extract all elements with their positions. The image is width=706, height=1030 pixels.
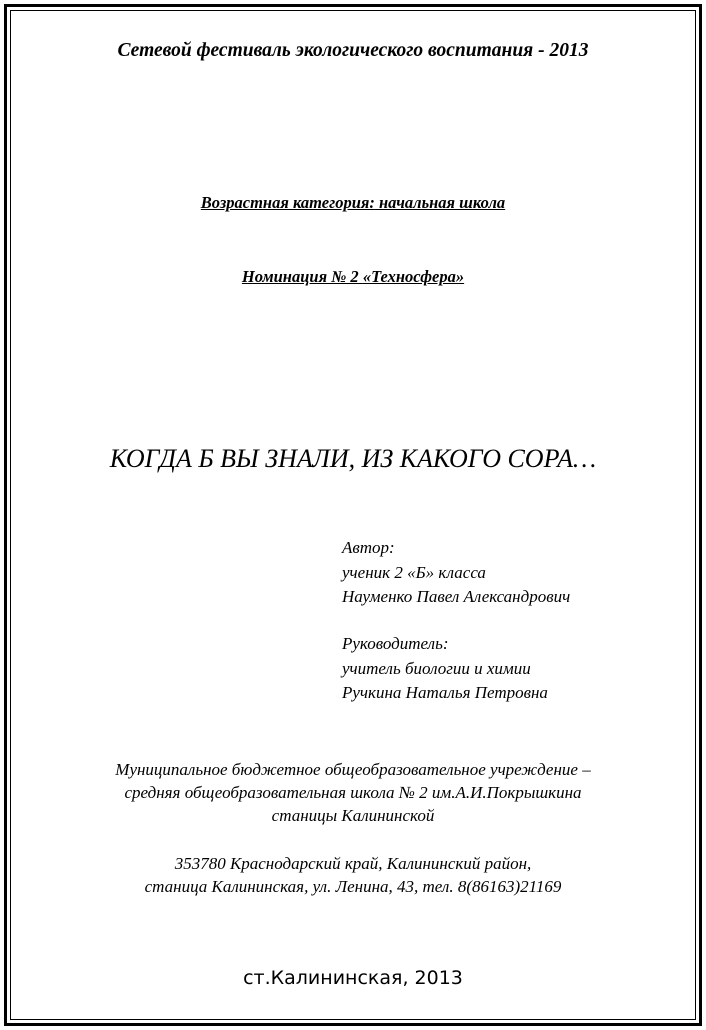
nomination-value: «Техносфера» — [362, 267, 465, 286]
place-year: ст.Калининская, 2013 — [243, 967, 463, 989]
author-name: Науменко Павел Александрович — [342, 587, 571, 606]
address-line-2: станица Калининская, ул. Ленина, 43, тел. 8(86163)21169 — [144, 877, 562, 896]
address-line-1: 353780 Краснодарский край, Калининский район, — [174, 854, 532, 873]
institution-block — [0, 758, 706, 827]
leader-name: Ручкина Наталья Петровна — [342, 683, 548, 702]
age-category-value: начальная школа — [374, 193, 506, 212]
leader-heading: Руководитель: — [342, 634, 449, 653]
institution-line-3: станицы Калининской — [271, 806, 435, 825]
author-block — [342, 536, 570, 610]
author-heading: Автор: — [342, 538, 395, 557]
leader-position: учитель биологии и химии — [342, 658, 531, 678]
institution-line-1: Муниципальное бюджетное общеобразовательное учреждение – — [115, 760, 591, 779]
age-category-label: Возрастная категория: — [200, 193, 375, 212]
author-class: ученик 2 «Б» класса — [342, 562, 486, 582]
nomination — [0, 267, 706, 287]
leader-block — [342, 632, 548, 706]
age-category — [0, 193, 706, 213]
address-block — [0, 852, 706, 898]
nomination-label: Номинация № 2 — [241, 267, 363, 286]
work-title: КОГДА Б ВЫ ЗНАЛИ, ИЗ КАКОГО СОРА… — [109, 444, 597, 473]
festival-title: Сетевой фестиваль экологического воспитания - 2013 — [117, 40, 589, 61]
institution-line-2: средняя общеобразовательная школа № 2 им.А.И.Покрышкина — [124, 783, 582, 802]
